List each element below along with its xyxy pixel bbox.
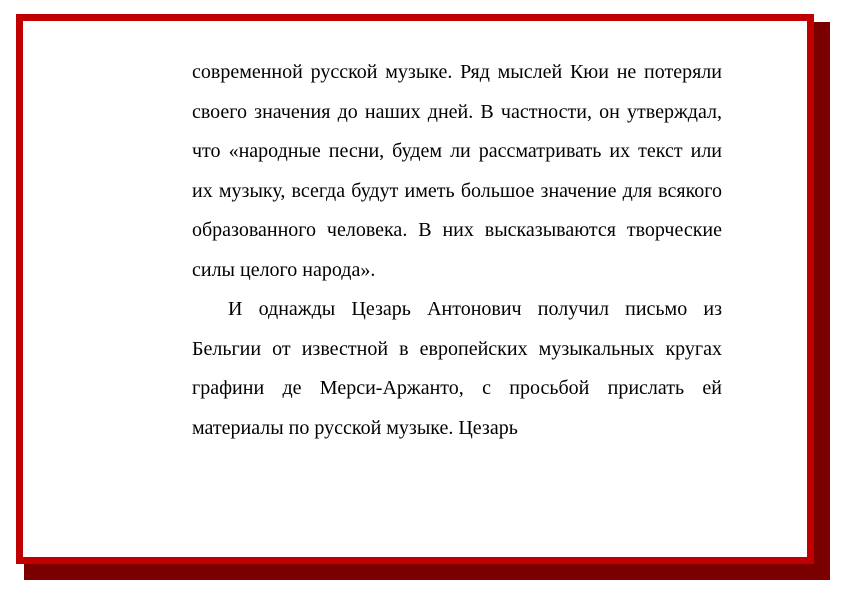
text-block xyxy=(192,53,722,448)
paragraph-1: современной русской музыке. Ряд мыслей Кюи не потеряли своего значения до наших дней. В частности, он утверждал, что «народные песни, будем ли рассматривать их текст или их музыку, всегда будут иметь большое значение для всякого образованного человека. В них высказываются творческие силы целого народа». xyxy=(192,61,722,281)
paragraph-2: И однажды Цезарь Антонович получил письмо из Бельгии от известной в европейских музыкальных кругах графини де Мерси-Аржанто, с просьбой прислать ей материалы по русской музыке. Цезарь xyxy=(192,298,722,439)
